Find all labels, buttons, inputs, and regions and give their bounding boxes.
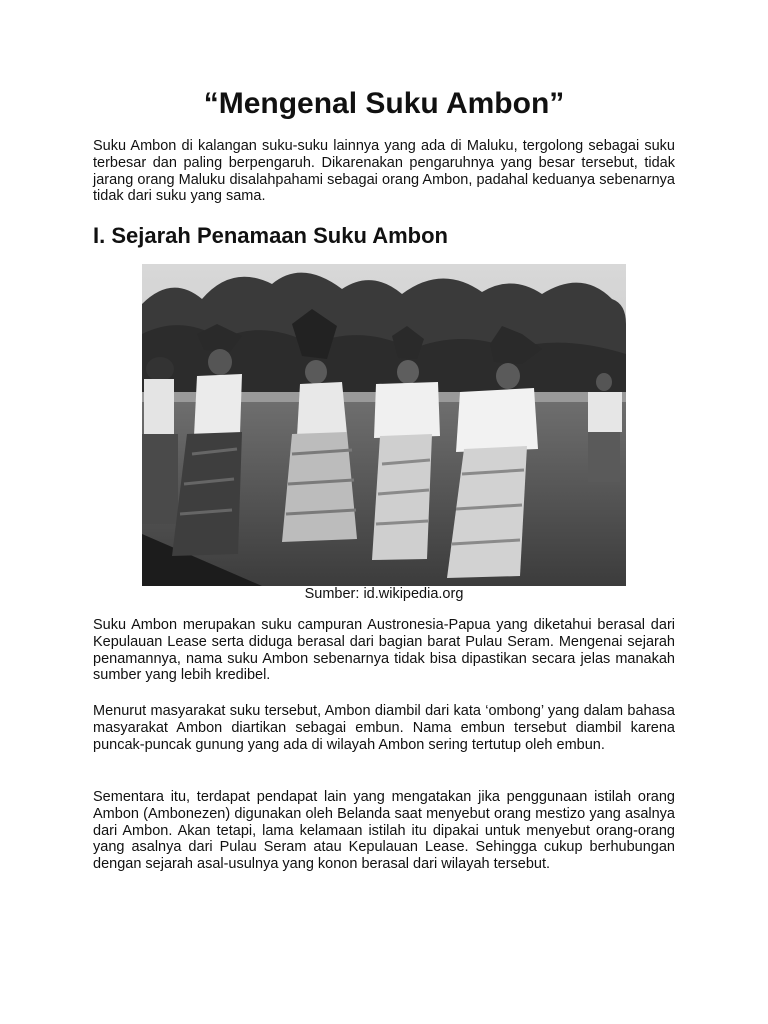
body-paragraph: Suku Ambon merupakan suku campuran Austronesia-Papua yang diketahui berasal dari Kepulauan Lease serta diduga berasal dari bagian barat Pulau Seram. Mengenai sejarah penamannya, nama suku Ambon sebenarnya tidak bisa dipastikan secara jelas manakah sumber yang lebih kredibel. [93, 617, 675, 684]
body-paragraph: Menurut masyarakat suku tersebut, Ambon diambil dari kata ‘ombong’ yang dalam bahasa masyarakat Ambon diartikan sebagai embun. Nama embun tersebut diambil karena puncak-puncak gunung yang ada di wilayah Ambon sering tertutup oleh embun. [93, 703, 675, 753]
figure-caption: Sumber: id.wikipedia.org [304, 586, 464, 602]
intro-paragraph: Suku Ambon di kalangan suku-suku lainnya yang ada di Maluku, tergolong sebagai suku terbesar dan paling berpengaruh. Dikarenakan pengaruhnya yang besar tersebut, tidak jarang orang Maluku disalahpahami sebagai orang Ambon, padahal keduanya sebenarnya tidak dari suku yang sama. [93, 138, 675, 205]
dancers-photo [142, 264, 626, 586]
document-title: “Mengenal Suku Ambon” [203, 87, 565, 120]
body-paragraph: Sementara itu, terdapat pendapat lain yang mengatakan jika penggunaan istilah orang Ambon (Ambonezen) digunakan oleh Belanda saat menyebut orang mestizo yang asalnya dari Ambon. Akan tetapi, lama kelamaan istilah itu dipakai untuk menyebut orang-orang yang asalnya dari Pulau Seram atau Kepulauan Lease. Sehingga cukup berhubungan dengan sejarah asal-usulnya yang konon berasal dari wilayah tersebut. [93, 789, 675, 873]
section-heading: I. Sejarah Penamaan Suku Ambon [93, 223, 448, 248]
